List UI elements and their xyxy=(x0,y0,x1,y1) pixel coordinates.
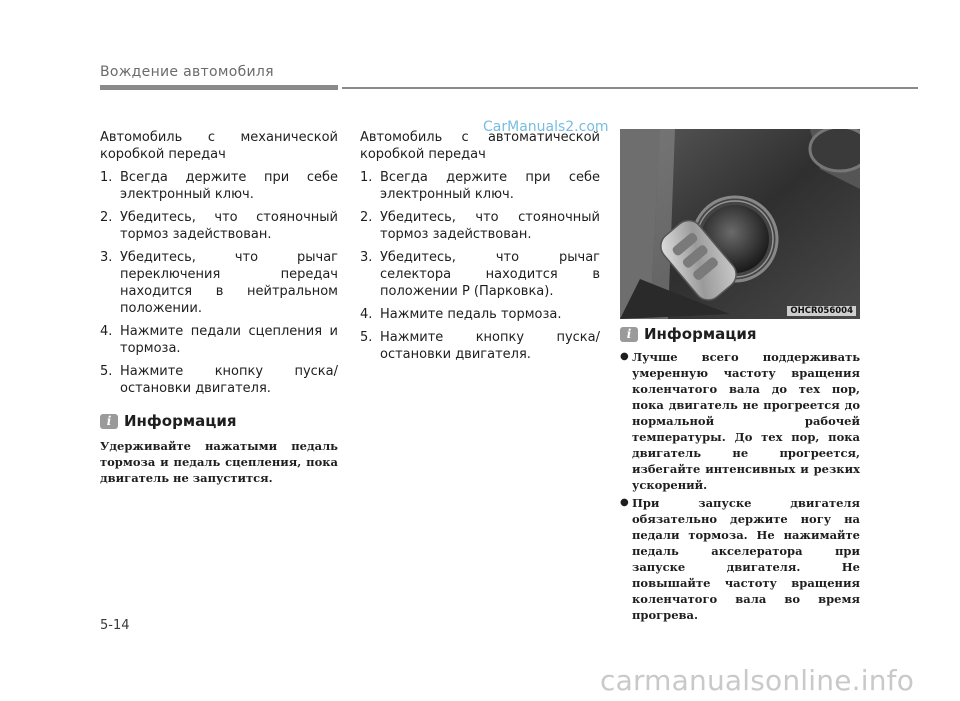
info-icon: i xyxy=(100,414,118,429)
auto-lead-line2: коробкой передач xyxy=(360,147,486,162)
automatic-transmission-column xyxy=(360,129,600,369)
watermark-top: CarManuals2.com xyxy=(483,119,609,135)
manual-steps-list xyxy=(100,169,338,397)
info-title: Информация xyxy=(644,325,757,343)
page-number: 5-14 xyxy=(100,618,130,633)
info-icon: i xyxy=(620,327,638,342)
list-item: 4. Нажмите педаль тормоза. xyxy=(360,307,562,322)
list-item: 1. Всегда держите при себе электронный ключ. xyxy=(360,170,600,202)
watermark-bottom: carmanualsonline.info xyxy=(600,664,915,697)
auto-steps-list xyxy=(360,169,600,363)
list-item: 3. Убедитесь, что рычаг переключения передач находится в нейтральном положении. xyxy=(100,250,338,316)
list-item: 3. Убедитесь, что рычаг селектора находится в положении P (Парковка). xyxy=(360,250,600,299)
start-button-photo xyxy=(620,129,860,319)
manual-transmission-column xyxy=(100,129,338,486)
list-item: 5. Нажмите кнопку пуска/остановки двигателя. xyxy=(100,364,338,396)
right-info-column xyxy=(620,326,860,625)
section-title: Вождение автомобиля xyxy=(100,64,274,80)
start-button-illustration xyxy=(620,129,860,319)
auto-lead-line1: Автомобиль с автоматической xyxy=(360,130,600,145)
list-item: 2. Убедитесь, что стояночный тормоз задействован. xyxy=(100,210,338,242)
manual-lead-line2: коробкой передач xyxy=(100,147,226,162)
info-title: Информация xyxy=(124,412,237,430)
manual-lead-line1: Автомобиль с механической xyxy=(100,130,338,145)
bullet-dot-icon: ● xyxy=(620,497,629,508)
info-heading xyxy=(620,326,860,343)
bullet-dot-icon: ● xyxy=(620,351,629,362)
list-item: 1. Всегда держите при себе электронный ключ. xyxy=(100,170,338,202)
header-rule-thin xyxy=(342,87,918,89)
list-item: ● Лучше всего поддерживать умеренную частоту вращения коленчатого вала до тех пор, пока двигатель не прогреется до нормальной рабочей температуры. До тех пор, пока двигатель не прогреется, избегайте интенсивных и резких ускорений. xyxy=(620,350,860,492)
header-rule-thick xyxy=(100,85,338,90)
list-item: ● При запуске двигателя обязательно держите ногу на педали тормоза. Не нажимайте педаль акселератора при запуске двигателя. Не повышайте частоту вращения коленчатого вала во время прогрева. xyxy=(620,496,860,622)
list-item: 5. Нажмите кнопку пуска/остановки двигателя. xyxy=(360,330,600,362)
info-bullets xyxy=(620,349,860,623)
list-item: 2. Убедитесь, что стояночный тормоз задействован. xyxy=(360,210,600,242)
info-heading xyxy=(100,413,338,430)
info-text: Удерживайте нажатыми педаль тормоза и педаль сцепления, пока двигатель не запустится. xyxy=(100,439,338,485)
list-item: 4. Нажмите педали сцепления и тормоза. xyxy=(100,324,338,356)
photo-code: OHCR056004 xyxy=(787,306,856,316)
